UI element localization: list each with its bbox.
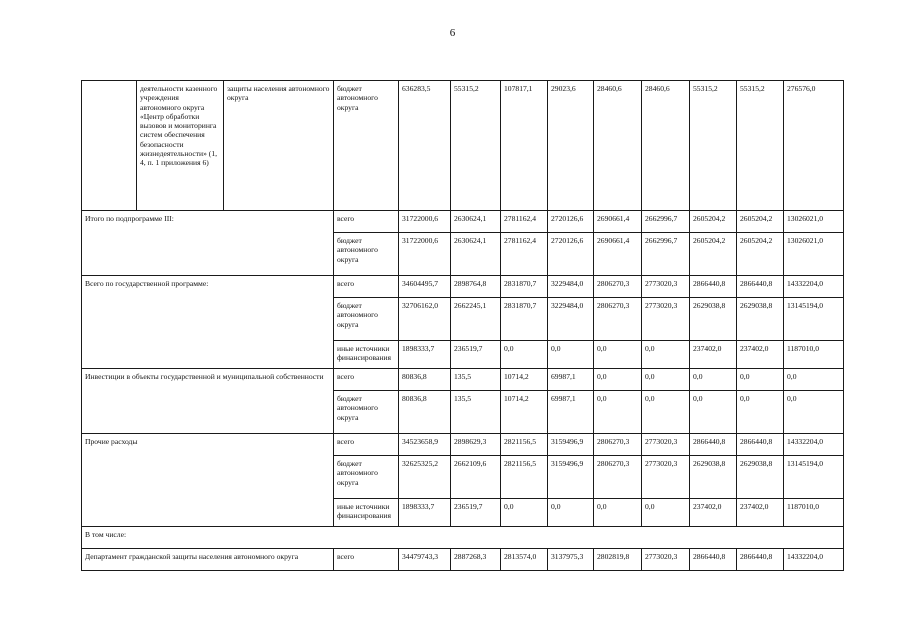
value-cell: 0,0 bbox=[784, 391, 844, 434]
budget-table bbox=[81, 80, 844, 571]
value-cell: 135,5 bbox=[451, 369, 501, 391]
value-cell: 0,0 bbox=[594, 369, 642, 391]
value-cell: 80836,8 bbox=[399, 391, 451, 434]
value-cell: 0,0 bbox=[548, 499, 594, 527]
value-cell: 0,0 bbox=[642, 369, 690, 391]
value-cell: 2898629,3 bbox=[451, 434, 501, 456]
value-cell: 31722000,6 bbox=[399, 211, 451, 233]
value-cell: 1187010,0 bbox=[784, 499, 844, 527]
value-cell: 2866440,8 bbox=[737, 549, 784, 571]
table-row bbox=[82, 276, 844, 298]
source-cell: всего bbox=[334, 276, 399, 298]
value-cell: 34604495,7 bbox=[399, 276, 451, 298]
value-cell: 2773020,3 bbox=[642, 434, 690, 456]
value-cell: 2866440,8 bbox=[690, 434, 737, 456]
value-cell: 237402,0 bbox=[737, 341, 784, 369]
value-cell: 2813574,0 bbox=[501, 549, 548, 571]
value-cell: 0,0 bbox=[690, 369, 737, 391]
value-cell: 69987,1 bbox=[548, 391, 594, 434]
source-cell: всего bbox=[334, 434, 399, 456]
value-cell: 2605204,2 bbox=[737, 233, 784, 276]
value-cell: 276576,0 bbox=[784, 81, 844, 211]
value-cell: 2605204,2 bbox=[690, 233, 737, 276]
value-cell: 2662996,7 bbox=[642, 233, 690, 276]
value-cell: 2866440,8 bbox=[737, 276, 784, 298]
department-label-cell: Департамент гражданской защиты населения автономного округа bbox=[82, 549, 334, 571]
table-row bbox=[82, 369, 844, 391]
value-cell: 29023,6 bbox=[548, 81, 594, 211]
value-cell: 10714,2 bbox=[501, 369, 548, 391]
value-cell: 32706162,0 bbox=[399, 298, 451, 341]
value-cell: 31722000,6 bbox=[399, 233, 451, 276]
value-cell: 3229484,0 bbox=[548, 276, 594, 298]
value-cell: 0,0 bbox=[501, 341, 548, 369]
table-row bbox=[82, 549, 844, 571]
value-cell: 2629038,8 bbox=[690, 298, 737, 341]
group-label-cell: Итого по подпрограмме III: bbox=[82, 211, 334, 276]
value-cell: 2773020,3 bbox=[642, 298, 690, 341]
value-cell: 13145194,0 bbox=[784, 298, 844, 341]
value-cell: 2773020,3 bbox=[642, 276, 690, 298]
source-cell: бюджет автономного округа bbox=[334, 298, 399, 341]
value-cell: 2802819,8 bbox=[594, 549, 642, 571]
value-cell: 2605204,2 bbox=[690, 211, 737, 233]
value-cell: 135,5 bbox=[451, 391, 501, 434]
page-number: 6 bbox=[449, 27, 456, 39]
value-cell: 2866440,8 bbox=[737, 434, 784, 456]
value-cell: 2887268,3 bbox=[451, 549, 501, 571]
value-cell: 2720126,6 bbox=[548, 233, 594, 276]
in-that-number-cell: В том числе: bbox=[82, 527, 844, 549]
source-cell: иные источники финансирования bbox=[334, 499, 399, 527]
empty-cell bbox=[82, 81, 137, 211]
source-cell: всего bbox=[334, 369, 399, 391]
value-cell: 2662109,6 bbox=[451, 456, 501, 499]
value-cell: 0,0 bbox=[594, 499, 642, 527]
value-cell: 28460,6 bbox=[594, 81, 642, 211]
value-cell: 34479743,3 bbox=[399, 549, 451, 571]
value-cell: 1898333,7 bbox=[399, 499, 451, 527]
value-cell: 13026021,0 bbox=[784, 211, 844, 233]
value-cell: 0,0 bbox=[642, 391, 690, 434]
value-cell: 0,0 bbox=[594, 391, 642, 434]
source-cell: бюджет автономного округа bbox=[334, 81, 399, 211]
value-cell: 2773020,3 bbox=[642, 456, 690, 499]
value-cell: 0,0 bbox=[784, 369, 844, 391]
value-cell: 2630624,1 bbox=[451, 233, 501, 276]
value-cell: 0,0 bbox=[690, 391, 737, 434]
value-cell: 237402,0 bbox=[737, 499, 784, 527]
activity-cell: деятельности казенного учреждения автономного округа «Центр обработки вызовов и мониторинга систем обеспечения безопасности жизнедеятельности» (1, 4, п. 1 приложения 6) bbox=[137, 81, 224, 211]
value-cell: 2781162,4 bbox=[501, 211, 548, 233]
value-cell: 2605204,2 bbox=[737, 211, 784, 233]
value-cell: 13026021,0 bbox=[784, 233, 844, 276]
value-cell: 2806270,3 bbox=[594, 298, 642, 341]
value-cell: 2831870,7 bbox=[501, 298, 548, 341]
value-cell: 2831870,7 bbox=[501, 276, 548, 298]
value-cell: 2806270,3 bbox=[594, 276, 642, 298]
value-cell: 2773020,3 bbox=[642, 549, 690, 571]
value-cell: 13145194,0 bbox=[784, 456, 844, 499]
value-cell: 236519,7 bbox=[451, 341, 501, 369]
value-cell: 0,0 bbox=[594, 341, 642, 369]
value-cell: 0,0 bbox=[737, 369, 784, 391]
value-cell: 236519,7 bbox=[451, 499, 501, 527]
value-cell: 1898333,7 bbox=[399, 341, 451, 369]
value-cell: 1187010,0 bbox=[784, 341, 844, 369]
table-row bbox=[82, 81, 844, 211]
value-cell: 2781162,4 bbox=[501, 233, 548, 276]
value-cell: 14332204,0 bbox=[784, 549, 844, 571]
value-cell: 2630624,1 bbox=[451, 211, 501, 233]
value-cell: 2690661,4 bbox=[594, 233, 642, 276]
value-cell: 10714,2 bbox=[501, 391, 548, 434]
group-label-cell: Всего по государственной программе: bbox=[82, 276, 334, 369]
value-cell: 55315,2 bbox=[451, 81, 501, 211]
value-cell: 2690661,4 bbox=[594, 211, 642, 233]
value-cell: 2720126,6 bbox=[548, 211, 594, 233]
value-cell: 14332204,0 bbox=[784, 276, 844, 298]
value-cell: 237402,0 bbox=[690, 499, 737, 527]
value-cell: 0,0 bbox=[642, 499, 690, 527]
value-cell: 3137975,3 bbox=[548, 549, 594, 571]
value-cell: 2866440,8 bbox=[690, 276, 737, 298]
value-cell: 2629038,8 bbox=[737, 456, 784, 499]
value-cell: 2629038,8 bbox=[690, 456, 737, 499]
value-cell: 34523658,9 bbox=[399, 434, 451, 456]
source-cell: бюджет автономного округа bbox=[334, 456, 399, 499]
value-cell: 2806270,3 bbox=[594, 434, 642, 456]
value-cell: 2821156,5 bbox=[501, 434, 548, 456]
value-cell: 0,0 bbox=[548, 341, 594, 369]
source-cell: всего bbox=[334, 549, 399, 571]
value-cell: 2821156,5 bbox=[501, 456, 548, 499]
value-cell: 3229484,0 bbox=[548, 298, 594, 341]
value-cell: 55315,2 bbox=[690, 81, 737, 211]
value-cell: 237402,0 bbox=[690, 341, 737, 369]
table-row bbox=[82, 211, 844, 233]
value-cell: 0,0 bbox=[642, 341, 690, 369]
source-cell: бюджет автономного округа bbox=[334, 233, 399, 276]
value-cell: 69987,1 bbox=[548, 369, 594, 391]
source-cell: бюджет автономного округа bbox=[334, 391, 399, 434]
source-cell: иные источники финансирования bbox=[334, 341, 399, 369]
group-label-cell: Инвестиции в объекты государственной и муниципальной собственности bbox=[82, 369, 334, 434]
value-cell: 107817,1 bbox=[501, 81, 548, 211]
value-cell: 14332204,0 bbox=[784, 434, 844, 456]
value-cell: 32625325,2 bbox=[399, 456, 451, 499]
executor-cell: защиты населения автономного округа bbox=[224, 81, 334, 211]
value-cell: 0,0 bbox=[501, 499, 548, 527]
value-cell: 2662245,1 bbox=[451, 298, 501, 341]
value-cell: 80836,8 bbox=[399, 369, 451, 391]
value-cell: 3159496,9 bbox=[548, 434, 594, 456]
value-cell: 2629038,8 bbox=[737, 298, 784, 341]
table-row bbox=[82, 434, 844, 456]
source-cell: всего bbox=[334, 211, 399, 233]
value-cell: 2806270,3 bbox=[594, 456, 642, 499]
value-cell: 2898764,8 bbox=[451, 276, 501, 298]
value-cell: 55315,2 bbox=[737, 81, 784, 211]
value-cell: 636283,5 bbox=[399, 81, 451, 211]
value-cell: 2662996,7 bbox=[642, 211, 690, 233]
group-label-cell: Прочие расходы bbox=[82, 434, 334, 527]
value-cell: 3159496,9 bbox=[548, 456, 594, 499]
value-cell: 2866440,8 bbox=[690, 549, 737, 571]
value-cell: 28460,6 bbox=[642, 81, 690, 211]
table-row bbox=[82, 527, 844, 549]
value-cell: 0,0 bbox=[737, 391, 784, 434]
